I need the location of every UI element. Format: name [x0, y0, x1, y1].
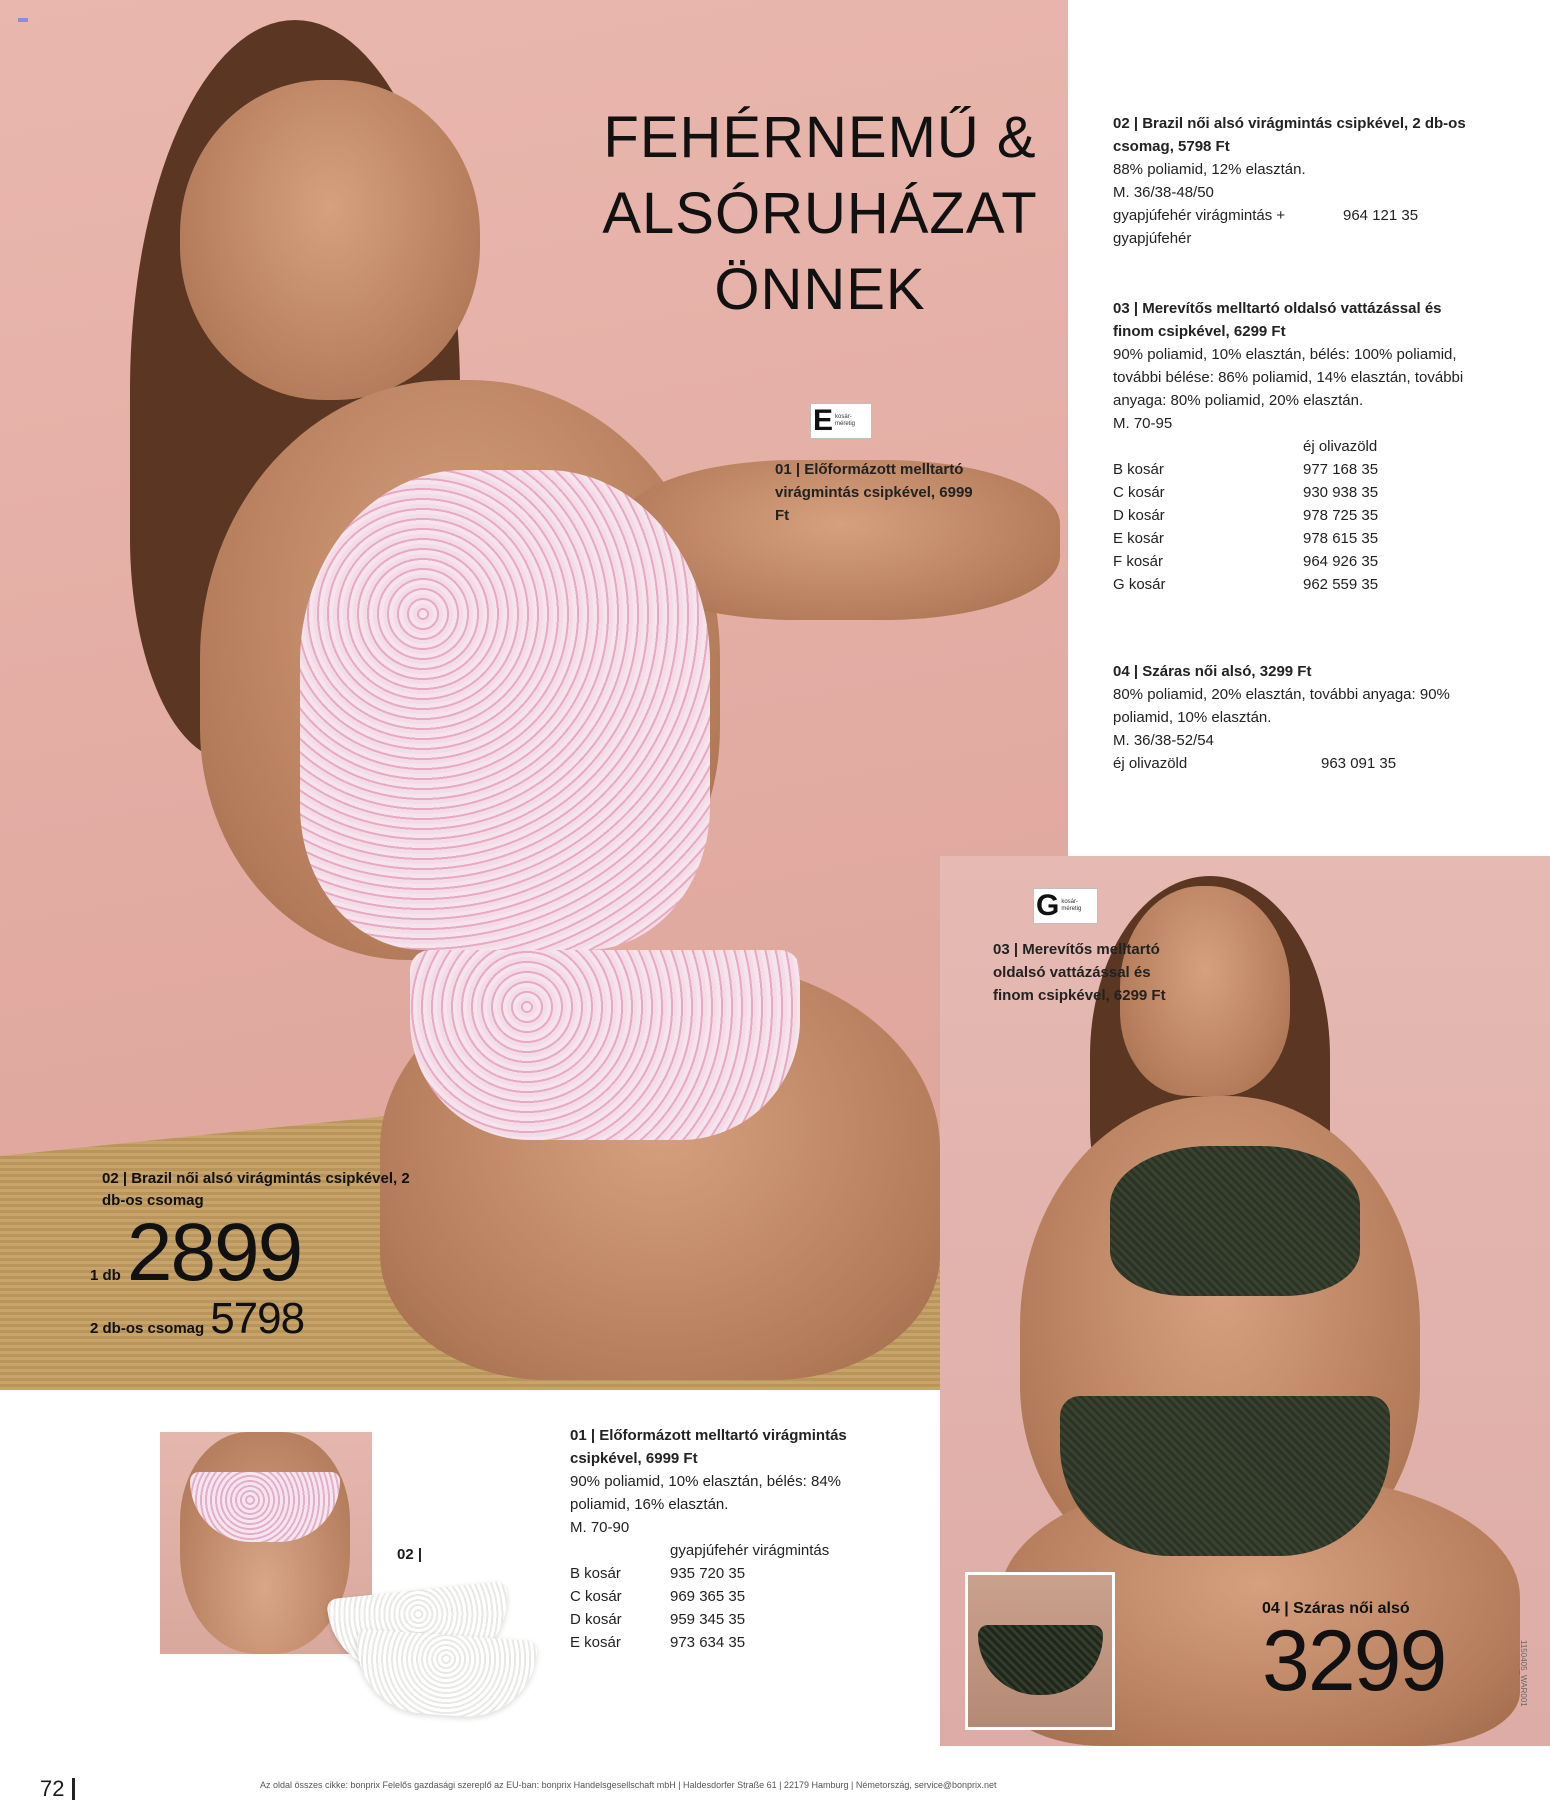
spec-04-code: 963 091 35 — [1321, 755, 1397, 772]
article-code: 930 938 35 — [1303, 484, 1379, 501]
table-row — [1113, 550, 1473, 573]
table-row — [1113, 527, 1473, 550]
spec-01-color-row — [570, 1539, 900, 1562]
page-number-text: 72 — [40, 1776, 65, 1801]
cup-label: D kosár — [570, 1611, 622, 1628]
spec-02-code: 964 121 35 — [1343, 207, 1419, 224]
cup-size-badge-e — [810, 403, 872, 439]
headline-line-2: ALSÓRUHÁZAT — [602, 181, 1038, 246]
spec-04-title: 04 | Száras női alsó, 3299 Ft — [1113, 663, 1312, 680]
spacer — [570, 1539, 670, 1562]
olive-brief — [1060, 1396, 1390, 1556]
catalog-code: 1150405_WAR001 — [1519, 1640, 1528, 1707]
cup-label: C kosár — [570, 1588, 622, 1605]
spec-04-sizes: M. 36/38-52/54 — [1113, 732, 1214, 749]
table-row — [1113, 481, 1473, 504]
headline-line-3: ÖNNEK — [714, 257, 926, 322]
cup-label: E kosár — [1113, 530, 1164, 547]
article-code: 969 365 35 — [670, 1588, 746, 1605]
article-code: 962 559 35 — [1303, 576, 1379, 593]
spec-03-material: 90% poliamid, 10% elasztán, bélés: 100% poliamid, további bélése: 86% poliamid, 14% elasztán, további anyaga: 80% poliamid, 20% elasztán. — [1113, 346, 1464, 409]
price-02-unit-1: 1 db — [90, 1267, 121, 1284]
spec-03-color: éj olivazöld — [1303, 438, 1378, 455]
spec-03-color-row — [1113, 435, 1473, 458]
spec-02-row — [1113, 204, 1473, 250]
price-block-04 — [1262, 1600, 1502, 1709]
spec-03-sizes: M. 70-95 — [1113, 415, 1173, 432]
cup-label: B kosár — [570, 1565, 621, 1582]
spec-01 — [570, 1424, 900, 1654]
badge-letter: E — [813, 404, 834, 437]
model-back — [180, 1432, 350, 1654]
spec-02-material: 88% poliamid, 12% elasztán. — [1113, 161, 1306, 178]
cup-size-badge-g — [1033, 888, 1098, 924]
article-code: 978 615 35 — [1303, 530, 1379, 547]
price-02-pack — [90, 1294, 420, 1344]
spec-04-material: 80% poliamid, 20% elasztán, további anyaga: 90% poliamid, 10% elasztán. — [1113, 686, 1450, 726]
article-code: 977 168 35 — [1303, 461, 1379, 478]
floral-bra — [300, 470, 710, 950]
spec-04-row — [1113, 752, 1473, 775]
olive-brief-detail — [978, 1625, 1103, 1695]
spec-04 — [1113, 660, 1473, 775]
cup-label: C kosár — [1113, 484, 1165, 501]
price-04-title: 04 | Száras női alsó — [1262, 1600, 1410, 1617]
brief-detail-inset — [965, 1572, 1115, 1730]
headline-line-1: FEHÉRNEMŰ & — [603, 105, 1037, 170]
spec-03 — [1113, 297, 1473, 596]
price-02-title: 02 | Brazil női alsó virágmintás csipkével, 2 db-os csomag — [102, 1170, 410, 1209]
cup-label: B kosár — [1113, 461, 1164, 478]
spec-01-material: 90% poliamid, 10% elasztán, bélés: 84% poliamid, 16% elasztán. — [570, 1473, 841, 1513]
price-04-value: 3299 — [1262, 1613, 1446, 1709]
legal-footer: Az oldal összes cikke: bonprix Felelős gazdasági szereplő az EU-ban: bonprix Handelsgesellschaft mbH | Haldesdorfer Straße 61 | 22179 Hamburg | Németország, service@bonprix.net — [260, 1780, 997, 1790]
corner-mark — [18, 18, 28, 22]
product-label-02: 02 | — [397, 1546, 423, 1563]
spacer — [1113, 435, 1303, 458]
spec-04-color: éj olivazöld — [1113, 755, 1188, 772]
cup-label: E kosár — [570, 1634, 621, 1651]
olive-bra — [1110, 1146, 1360, 1296]
brief-pack-shot — [330, 1580, 545, 1740]
page-number — [40, 1776, 75, 1802]
page-divider — [72, 1778, 75, 1800]
spec-02 — [1113, 112, 1473, 250]
badge-text: kosár-méretig — [1061, 899, 1082, 912]
table-row — [570, 1562, 900, 1585]
table-row — [570, 1585, 900, 1608]
article-code: 978 725 35 — [1303, 507, 1379, 524]
spec-03-title: 03 | Merevítős melltartó oldalsó vattázással és finom csipkével, 6299 Ft — [1113, 300, 1442, 340]
article-code: 973 634 35 — [670, 1634, 746, 1651]
price-02-single — [90, 1207, 420, 1298]
price-02-unit-2: 2 db-os csomag — [90, 1320, 205, 1337]
cup-label: D kosár — [1113, 507, 1165, 524]
spec-01-title: 01 | Előformázott melltartó virágmintás csipkével, 6999 Ft — [570, 1427, 847, 1467]
caption-01: 01 | Előformázott melltartó virágmintás csipkével, 6999 Ft — [775, 461, 973, 524]
white-brief-2 — [352, 1629, 537, 1721]
article-code: 935 720 35 — [670, 1565, 746, 1582]
spec-01-sizes: M. 70-90 — [570, 1519, 630, 1536]
price-02-value-1: 2899 — [126, 1207, 302, 1298]
model-figure — [180, 80, 480, 400]
spec-02-title: 02 | Brazil női alsó virágmintás csipkével, 2 db-os csomag, 5798 Ft — [1113, 115, 1466, 155]
price-02-value-2: 5798 — [210, 1294, 305, 1343]
spec-01-color: gyapjúfehér virágmintás — [670, 1542, 830, 1559]
table-row — [570, 1631, 900, 1654]
badge-letter: G — [1036, 889, 1060, 922]
price-block-02 — [90, 1168, 420, 1344]
caption-03: 03 | Merevítős melltartó oldalsó vattázással és finom csipkével, 6299 Ft — [993, 941, 1166, 1004]
article-code: 959 345 35 — [670, 1611, 746, 1628]
page-headline — [560, 100, 1080, 328]
floral-brief — [410, 950, 800, 1140]
article-code: 964 926 35 — [1303, 553, 1379, 570]
cup-label: G kosár — [1113, 576, 1166, 593]
cup-label: F kosár — [1113, 553, 1164, 570]
spec-02-color: gyapjúfehér virágmintás + gyapjúfehér — [1113, 207, 1286, 247]
table-row — [1113, 458, 1473, 481]
table-row — [570, 1608, 900, 1631]
table-row — [1113, 573, 1473, 596]
badge-text: kosár-méretig — [835, 414, 856, 427]
table-row — [1113, 504, 1473, 527]
spec-02-sizes: M. 36/38-48/50 — [1113, 184, 1214, 201]
